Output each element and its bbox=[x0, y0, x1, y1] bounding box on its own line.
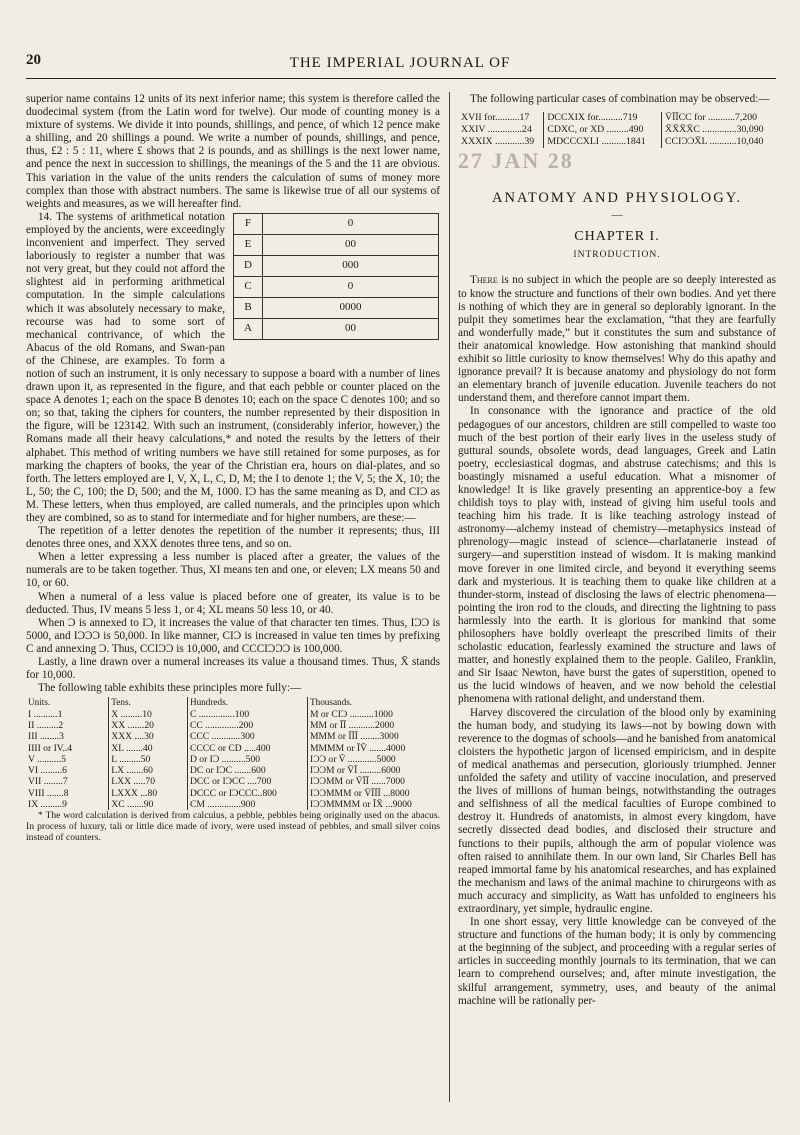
page-number: 20 bbox=[26, 52, 41, 68]
combination-row bbox=[458, 112, 776, 124]
table-cell: DCCC or IƆCCC..800 bbox=[187, 788, 307, 799]
abacus-letter: F bbox=[234, 213, 263, 234]
paragraph-rule-before: When a numeral of a less value is placed before one of greater, its value is to be deducted. Thus, IV means 5 less 1, or 4; XL means 50 less 10, or 40. bbox=[26, 590, 440, 616]
abacus-letter: B bbox=[234, 297, 263, 318]
table-cell: LXXX ...80 bbox=[109, 788, 188, 799]
table-cell: CC ..............200 bbox=[187, 720, 307, 731]
paragraph-abacus: 14. The systems of arithmetical notation employed by the ancients, were exceedingly inconvenient and imperfect. They served laboriously to register a number that was not very great, but they could not afford the slightest aid in performing arithmetical computation. In the simple calculations which it was absolutely necessary to make, recourse was had to some sort of mechanical contrivance, of which the Abacus of the old Romans, and Swan-pan of the Chinese, are examples. To form a notion of such an instrument, it is only necessary to suppose a board with a number of lines drawn upon it, as represented in the figure, and that each pebble or counter placed on the space A denotes 1; each on the space B denotes 10; each on the space C denotes 100; and so on; so that, taking the ciphers for counters, the number represented by their disposition in the figure, will be 123142. With such an instrument, (considerably inferior, however,) the Romans made all their heavy calculations,* and noted the results by the letters of their alphabet. This method of writing numbers we have still retained for some purposes, as for marking the chapters of books, the year of the Christian era, hours on dial-plates, and so forth. The letters employed are I, V, X, L, C, D, M; the I to denote 1; the V, 5; the X, 10; the L, 50; the C, 100; the D, 500; and the M, 1000. IƆ has the same meaning as D, and CIƆ as M. These letters, when thus employed, are called numerals, and the principles upon which they are combined, so as to stand for intermediate and for higher numbers, are these:— bbox=[26, 210, 440, 524]
paragraph-duodecimal: superior name contains 12 units of its next inferior name; this system is therefore called the duodecimal system (from the Latin word for twelve). Our mode of counting money is a mixture of systems. We divide it into pounds, shillings, and pence, of which 12 pence make a shilling, and 20 shillings a pound. We write a number of pounds, shillings, and pence, thus, £2 : 5 : 11, where £ shows that 2 is pounds, and as shillings is the next lower name, and pence the next in succession to shillings, the meanings of the 5 and the 11 are obvious. This variation in the value of the units renders the calculation of sums of money more complex than those with abstract numbers. The same is likewise true of all our systems of weights and measures, as we will hereafter find. bbox=[26, 93, 440, 210]
table-cell: CM ..............900 bbox=[187, 799, 307, 810]
abacus-row bbox=[234, 255, 439, 276]
table-cell: DCC or IƆCC ....700 bbox=[187, 776, 307, 787]
table-row bbox=[26, 731, 440, 742]
abacus-figure bbox=[233, 213, 440, 359]
table-cell: IIII or IV..4 bbox=[28, 742, 73, 754]
paragraph-harvey: Harvey discovered the circulation of the blood only by examining the human body, and studying its laws—not by bowing down with reverence to the dogmas of schools—and he banished from anatomical cloisters the hypothetic jargon of licensed empiricism, and in despite of medical anathemas and persecution, gloriously triumphed. Jenner unfolded the safety and utility of vaccine inoculation, and preserved the lives of millions of human beings, notwithstanding the outrages and selfishness of all the medical faculties of Europe combined to destroy it. Hundreds of anatomists, in almost every kingdom, have secretly dissected dead bodies, and disclosed their structure and functions to their pupils, although the arm of popular violence was often raised to annihilate them. In our own land, Sir Charles Bell has reaped immortal fame by his anatomical researches, and has explained the mechanism and laws of the animal machine to chirurgeons with as much accuracy and simplicity, as Watt has unfolded to engineers his extraordinary, yet simple, hydraulic engine. bbox=[458, 706, 776, 915]
chapter-subheading: INTRODUCTION. bbox=[573, 250, 661, 261]
paragraph-pedagogues: In consonance with the ignorance and practice of the old pedagogues of our ancestors, children are still compelled to waste too much of the best portion of their early lives in the useless study of guttural sounds, obsolete words, dead languages, Greek and Latin poetry, ecclesiastical dogmas, and abstruse catechisms; and this is boastingly misnamed a useful education. What a misnomer of knowledge! It is like gravely presenting an apprentice-boy a few childish toys to play with, instead of giving him useful tools and teaching him his trade. It is like teaching astrology instead of astronomy—alchemy instead of chemistry—metaphysics instead of phrenology—magic instead of science—charlatanerie instead of surgery—and superstition instead of wisdom. It is making mankind move forever in one limited circle, and beyond it everything seems dark and mysterious. It is teaching them to quake like children at a thunder-storm, instead of disclosing the laws of electric phenomena—pointing the iron rod to the clouds, and directing the lightning to pass harmlessly into the earth. It is glorious for mankind that some philosophers have boldly overleapt the prescribed limits of their scholastic education, fearlessly examined the structure and laws of matter, and honestly explained them to the people. Galileo, Franklin, and Sir Isaac Newton, have burst the gates of superstition, opened to us the lucid windows of heaven, and we now behold the celestial phenomena with rational delight, and understand them. bbox=[458, 405, 776, 706]
abacus-counters: 0 bbox=[263, 213, 439, 234]
abacus-row bbox=[234, 318, 439, 339]
combination-cell: XVII for..........17 bbox=[461, 112, 530, 124]
table-cell: IƆƆMMMM or ĪX̄ ...9000 bbox=[308, 799, 441, 810]
table-cell: LX .......60 bbox=[109, 765, 188, 776]
paragraph-rule-overline: Lastly, a line drawn over a numeral increases its value a thousand times. Thus, X̄ stands for 10,000. bbox=[26, 656, 440, 682]
abacus-table bbox=[233, 213, 439, 340]
table-row bbox=[26, 776, 440, 787]
combination-cell: CDXC, or XD .........490 bbox=[544, 124, 662, 136]
table-cell: IƆƆMM or V̄ĪĪ ......7000 bbox=[308, 776, 441, 787]
table-cell: I ..........1 bbox=[28, 708, 63, 720]
column-rule bbox=[449, 92, 450, 1102]
table-header: Hundreds. bbox=[187, 697, 307, 708]
ornament-dash: — bbox=[611, 209, 623, 222]
abacus-counters: 000 bbox=[263, 255, 439, 276]
abacus-counters: 00 bbox=[263, 234, 439, 255]
paragraph-intro bbox=[458, 274, 776, 405]
table-cell: L .........50 bbox=[109, 754, 188, 765]
combination-cell: X̄X̄X̄X̄C ..............30,090 bbox=[662, 124, 776, 136]
table-cell: XXX ....30 bbox=[109, 731, 188, 742]
combination-cell: V̄ĪĪCC for ...........7,200 bbox=[662, 112, 776, 124]
table-cell: VIII .......8 bbox=[28, 787, 69, 799]
table-cell: MMM or ĪĪĪ ........3000 bbox=[308, 731, 441, 742]
abacus-letter: E bbox=[234, 234, 263, 255]
abacus-counters: 00 bbox=[263, 318, 439, 339]
combination-cell: DCCXIX for..........719 bbox=[544, 112, 662, 124]
table-cell: X .........10 bbox=[109, 709, 188, 720]
table-cell: M or CIƆ ..........1000 bbox=[308, 709, 441, 720]
combination-cell: CCIƆƆX̄L ...........10,040 bbox=[662, 136, 776, 148]
table-row bbox=[26, 788, 440, 799]
abacus-letter: D bbox=[234, 255, 263, 276]
section-title: ANATOMY AND PHYSIOLOGY. bbox=[492, 190, 742, 207]
combination-table bbox=[458, 112, 776, 148]
table-cell: MMMM or ĪV̄ .......4000 bbox=[308, 743, 441, 754]
abacus-counters: 0000 bbox=[263, 297, 439, 318]
abacus-row bbox=[234, 276, 439, 297]
abacus-row bbox=[234, 234, 439, 255]
paragraph-essay: In one short essay, very little knowledge can be conveyed of the structure and functions of the human body; it is only by commencing at the beginning of the subject, and proceeding with a regular series of articles in succeeding monthly journals to its termination, that we can learn to comprehend ourselves; and, after minute investigation, the skilful arrangement, symmetry, uses, and beauty of the animal machine will be rationally per- bbox=[458, 916, 776, 1007]
combination-cell: XXXIX ............39 bbox=[461, 136, 535, 148]
table-row bbox=[26, 720, 440, 731]
numerals-table bbox=[26, 697, 440, 810]
table-cell: DC or IƆC .......600 bbox=[187, 765, 307, 776]
abacus-letter: A bbox=[234, 318, 263, 339]
table-cell: IƆƆMMM or V̄ĪĪĪ ...8000 bbox=[308, 788, 441, 799]
abacus-letter: C bbox=[234, 276, 263, 297]
paragraph-table-intro: The following table exhibits these principles more fully:— bbox=[38, 682, 302, 695]
table-row bbox=[26, 799, 440, 810]
paragraph-rule-repetition: The repetition of a letter denotes the repetition of the number it represents; thus, III denotes three ones, and XXX denotes three tens, and so on. bbox=[26, 525, 440, 551]
combination-row bbox=[458, 136, 776, 148]
table-header: Units. bbox=[28, 697, 51, 708]
table-header: Thousands. bbox=[308, 697, 441, 708]
chapter-heading: CHAPTER I. bbox=[574, 229, 660, 245]
footnote: * The word calculation is derived from calculus, a pebble, pebbles being originally used on the abacus. In process of luxury, tali or little dice made of ivory, were used instead of pebbles, and small silver coins instead of counters. bbox=[26, 810, 440, 844]
paragraph-rule-after: When a letter expressing a less number is placed after a greater, the values of the numerals are to be taken together. Thus, XI means ten and one, or eleven; LX means 50 and 10, or 60. bbox=[26, 551, 440, 590]
table-cell: MM or ĪĪ ...........2000 bbox=[308, 720, 441, 731]
table-cell: IX .........9 bbox=[28, 798, 67, 810]
table-cell: CCCC or CD .....400 bbox=[187, 743, 307, 754]
table-cell: XX .......20 bbox=[109, 720, 188, 731]
table-cell: CCC ............300 bbox=[187, 731, 307, 742]
table-row bbox=[26, 743, 440, 754]
table-cell: VI .........6 bbox=[28, 765, 67, 777]
table-cell: VII ........7 bbox=[28, 776, 68, 788]
lead-word: There bbox=[470, 274, 498, 287]
abacus-row bbox=[234, 297, 439, 318]
combination-cell: XXIV ..............24 bbox=[461, 124, 532, 136]
table-cell: IƆƆ or V̄ ............5000 bbox=[308, 754, 441, 765]
library-stamp: 27 JAN 28 bbox=[458, 148, 574, 174]
table-header: Tens. bbox=[109, 697, 188, 708]
paragraph-intro-text: is no subject in which the people are so deeply interested as to know the structure and functions of their own bodies. And yet there is nothing of which they are in general so deplorably ignorant. In the pulpit they sometimes hear the exclamation, “that they are fearfully and wonderfully made,” but it constitutes the sum and substance of their anatomical knowledge. How astonishing that mankind should exhibit so little curiosity to know themselves! Why do this apathy and ignorance prevail? It is because anatomy and physiology do not form an elementary branch of juvenile education. Juvenile teachers do not understand them, and therefore cannot impart them. bbox=[458, 274, 776, 405]
header-rule bbox=[26, 78, 776, 79]
running-head: THE IMPERIAL JOURNAL OF bbox=[289, 55, 511, 71]
combination-intro: The following particular cases of combination may be observed:— bbox=[470, 93, 770, 105]
right-column bbox=[458, 93, 776, 1008]
combination-row bbox=[458, 124, 776, 136]
table-cell: V ..........5 bbox=[28, 753, 66, 765]
table-row bbox=[26, 765, 440, 776]
table-row bbox=[26, 754, 440, 765]
table-cell: LXX .....70 bbox=[109, 776, 188, 787]
table-row bbox=[26, 709, 440, 720]
table-cell: III ........3 bbox=[28, 731, 64, 743]
table-cell: D or IƆ ..........500 bbox=[187, 754, 307, 765]
combination-cell: MDCCCXLI ..........1841 bbox=[544, 136, 662, 148]
table-cell: C ...............100 bbox=[187, 709, 307, 720]
table-cell: XC .......90 bbox=[109, 799, 188, 810]
table-cell: IƆƆM or V̄Ī .........6000 bbox=[308, 765, 441, 776]
table-cell: II .........2 bbox=[28, 719, 64, 731]
abacus-row bbox=[234, 213, 439, 234]
left-column bbox=[26, 93, 440, 843]
abacus-counters: 0 bbox=[263, 276, 439, 297]
paragraph-rule-annex: When Ɔ is annexed to IƆ, it increases the value of that character ten times. Thus, IƆƆ is 5000, and IƆƆƆ is 50,000. In like manner, CIƆ is increased in value ten times by prefixing C and annexing Ɔ. Thus, CCIƆƆ is 10,000, and CCCIƆƆƆ is 100,000. bbox=[26, 616, 440, 655]
table-cell: XL .......40 bbox=[109, 743, 188, 754]
